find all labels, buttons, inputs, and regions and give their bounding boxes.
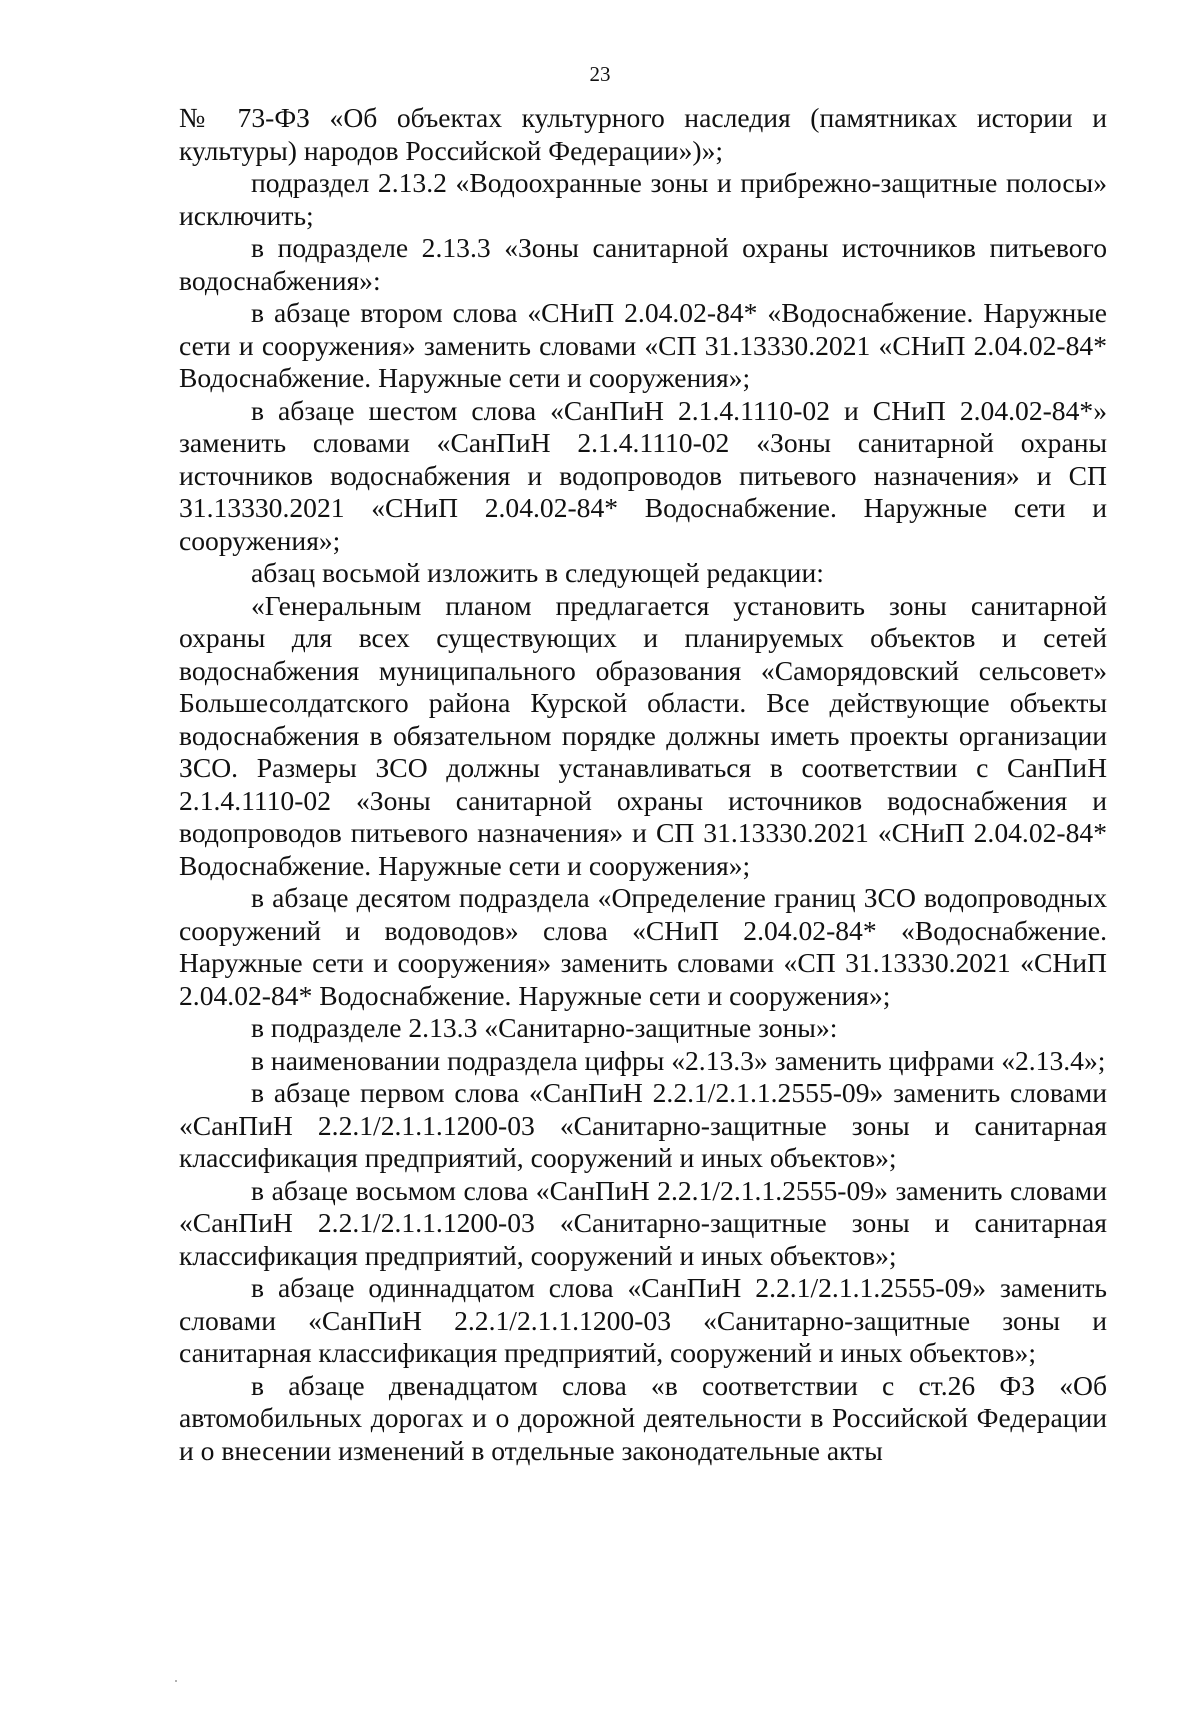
paragraph-abzats-8: в абзаце восьмом слова «СанПиН 2.2.1/2.1.1.2555-09» заменить словами «СанПиН 2.2.1/2.1.1.1200-03 «Санитарно-защитные зоны и санитарная классификация предприятий, сооружений и иных объектов»; bbox=[179, 1174, 1107, 1271]
paragraph-abzats-10: в абзаце десятом подраздела «Определение границ ЗСО водопроводных сооружений и водоводов» слова «СНиП 2.04.02-84* «Водоснабжение. Наружные сети и сооружения» заменить словами «СП 31.13330.2021 «СНиП 2.04.02-84* Водоснабжение. Наружные сети и сооружения»; bbox=[179, 882, 1107, 1011]
paragraph-title-numbers: в наименовании подраздела цифры «2.13.3» заменить цифрами «2.13.4»; bbox=[251, 1044, 1106, 1076]
paragraph-continuation: № 73-ФЗ «Об объектах культурного наследия (памятниках истории и культуры) народов Российской Федерации»)»; bbox=[179, 102, 1107, 166]
document-body bbox=[179, 102, 1107, 1467]
paragraph-abzats-6: в абзаце шестом слова «СанПиН 2.1.4.1110-02 и СНиП 2.04.02-84*» заменить словами «СанПиН 2.1.4.1110-02 «Зоны санитарной охраны источников водоснабжения и водопроводов питьевого назначения» и СП 31.13330.2021 «СНиП 2.04.02-84* Водоснабжение. Наружные сети и сооружения»; bbox=[179, 394, 1107, 556]
paragraph-abzats-8-text: «Генеральным планом предлагается установить зоны санитарной охраны для всех существующих и планируемых объектов и сетей водоснабжения муниципального образования «Саморядовский сельсовет» Большесолдатского района Курской области. Все действующие объекты водоснабжения в обязательном порядке должны иметь проекты организации ЗСО. Размеры ЗСО должны устанавливаться в соответствии с СанПиН 2.1.4.1110-02 «Зоны санитарной охраны источников водоснабжения и водопроводов питьевого назначения» и СП 31.13330.2021 «СНиП 2.04.02-84* Водоснабжение. Наружные сети и сооружения»; bbox=[179, 589, 1107, 881]
paragraph-subsection-2-13-3-water: в подразделе 2.13.3 «Зоны санитарной охраны источников питьевого водоснабжения»: bbox=[179, 232, 1107, 296]
paragraph-abzats-2: в абзаце втором слова «СНиП 2.04.02-84* «Водоснабжение. Наружные сети и сооружения» заменить словами «СП 31.13330.2021 «СНиП 2.04.02-84* Водоснабжение. Наружные сети и сооружения»; bbox=[179, 297, 1107, 393]
paragraph-abzats-8-intro: абзац восьмой изложить в следующей редакции: bbox=[251, 557, 824, 588]
paragraph-subsection-2-13-2: подраздел 2.13.2 «Водоохранные зоны и прибрежно-защитные полосы» исключить; bbox=[179, 167, 1107, 231]
paragraph-subsection-sanitary: в подразделе 2.13.3 «Санитарно-защитные зоны»: bbox=[251, 1012, 838, 1043]
page-number: 23 bbox=[589, 62, 611, 86]
paragraph-abzats-11: в абзаце одиннадцатом слова «СанПиН 2.2.1/2.1.1.2555-09» заменить словами «СанПиН 2.2.1/2.1.1.1200-03 «Санитарно-защитные зоны и санитарная классификация предприятий, сооружений и иных объектов»; bbox=[179, 1272, 1107, 1368]
paragraph-abzats-1: в абзаце первом слова «СанПиН 2.2.1/2.1.1.2555-09» заменить словами «СанПиН 2.2.1/2.1.1.1200-03 «Санитарно-защитные зоны и санитарная классификация предприятий, сооружений и иных объектов»; bbox=[179, 1077, 1107, 1173]
paragraph-abzats-12: в абзаце двенадцатом слова «в соответствии с ст.26 ФЗ «Об автомобильных дорогах и о дорожной деятельности в Российской Федерации и о внесении изменений в отдельные законодательные акты bbox=[179, 1369, 1107, 1466]
scan-speck bbox=[175, 1680, 177, 1682]
